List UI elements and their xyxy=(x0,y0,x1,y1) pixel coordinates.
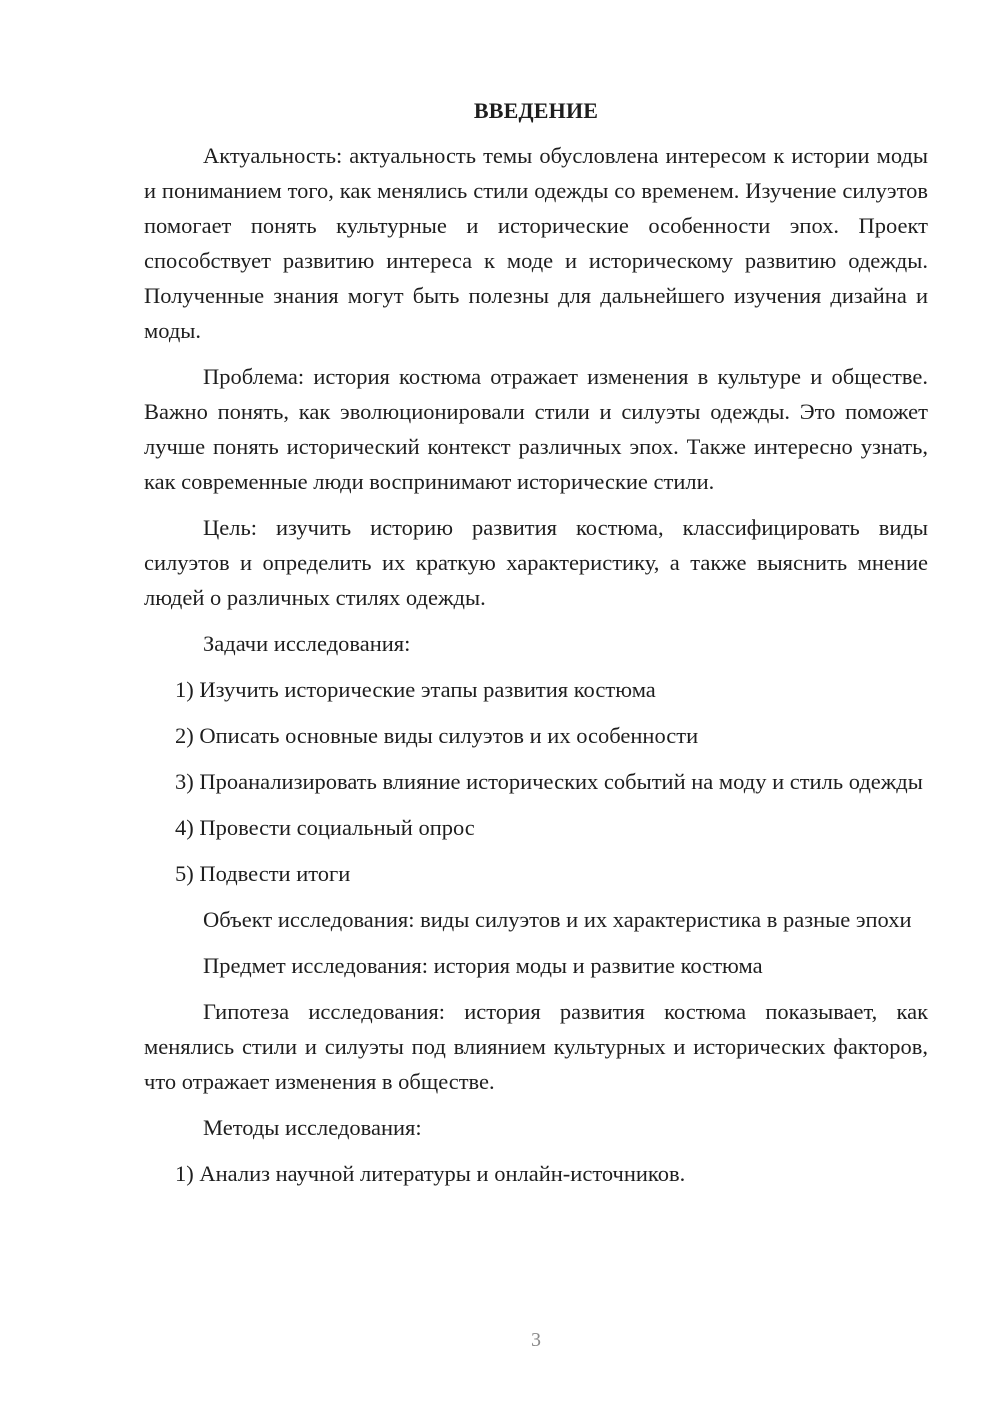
tasks-heading: Задачи исследования: xyxy=(203,631,411,656)
page-content xyxy=(144,93,928,1202)
goal-paragraph: Цель: изучить историю развития костюма, классифицировать виды силуэтов и определить их краткую характеристику, а также выяснить мнение людей о различных стилях одежды. xyxy=(144,515,928,610)
methods-heading: Методы исследования: xyxy=(203,1115,422,1140)
hypothesis-paragraph: Гипотеза исследования: история развития костюма показывает, как менялись стили и силуэты под влиянием культурных и исторических факторов, что отражает изменения в обществе. xyxy=(144,999,928,1094)
task-item: 1) Изучить исторические этапы развития костюма xyxy=(175,677,656,702)
object-paragraph: Объект исследования: виды силуэтов и их характеристика в разные эпохи xyxy=(203,907,912,932)
task-item: 3) Проанализировать влияние исторических событий на моду и стиль одежды xyxy=(175,769,923,794)
task-item: 4) Провести социальный опрос xyxy=(175,815,475,840)
method-item: 1) Анализ научной литературы и онлайн-источников. xyxy=(175,1161,686,1186)
subject-paragraph: Предмет исследования: история моды и развитие костюма xyxy=(203,953,763,978)
task-item: 2) Описать основные виды силуэтов и их особенности xyxy=(175,723,699,748)
relevance-paragraph: Актуальность: актуальность темы обусловлена интересом к истории моды и пониманием того, как менялись стили одежды со временем. Изучение силуэтов помогает понять культурные и исторические особенности эпох. Проект способствует развитию интереса к моде и историческому развитию одежды. Полученные знания могут быть полезны для дальнейшего изучения дизайна и моды. xyxy=(144,143,928,343)
page-number: 3 xyxy=(531,1329,541,1351)
task-item: 5) Подвести итоги xyxy=(175,861,351,886)
page-title: ВВЕДЕНИЕ xyxy=(473,98,599,123)
problem-paragraph: Проблема: история костюма отражает изменения в культуре и обществе. Важно понять, как эволюционировали стили и силуэты одежды. Это поможет лучше понять исторический контекст различных эпох. Также интересно узнать, как современные люди воспринимают исторические стили. xyxy=(144,364,928,494)
